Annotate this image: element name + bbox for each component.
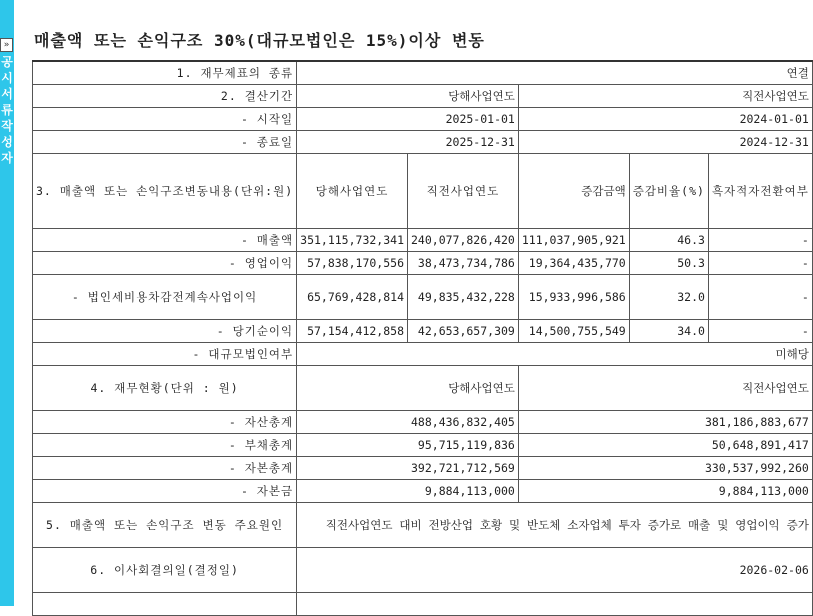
table-row xyxy=(33,131,813,154)
table-cell: 488,436,832,405 xyxy=(297,411,519,434)
left-sidebar xyxy=(0,0,14,606)
table-cell: 2025-12-31 xyxy=(297,131,519,154)
table-cell: 9,884,113,000 xyxy=(518,480,812,503)
column-header: 당해사업연도 xyxy=(297,85,519,108)
table-row xyxy=(33,229,813,252)
table-row xyxy=(33,275,813,320)
row-label: 4. 재무현황(단위 : 원) xyxy=(33,366,297,411)
row-label: - 시작일 xyxy=(33,108,297,131)
table-cell: 95,715,119,836 xyxy=(297,434,519,457)
table-cell: - xyxy=(708,229,812,252)
table-row xyxy=(33,85,813,108)
table-cell: - xyxy=(708,252,812,275)
table-cell: 14,500,755,549 xyxy=(518,320,629,343)
row-label: 5. 매출액 또는 손익구조 변동 주요원인 xyxy=(33,503,297,548)
column-header: 흑자적자전환여부 xyxy=(708,154,812,229)
row-label: - 자본금 xyxy=(33,480,297,503)
page-title: 매출액 또는 손익구조 30%(대규모법인은 15%)이상 변동 xyxy=(34,31,485,50)
row-label: - 자본총계 xyxy=(33,457,297,480)
table-row xyxy=(33,343,813,366)
row-label: - 부채총계 xyxy=(33,434,297,457)
table-cell: 330,537,992,260 xyxy=(518,457,812,480)
table-cell xyxy=(33,593,297,616)
table-row xyxy=(33,108,813,131)
row-label: - 대규모법인여부 xyxy=(33,343,297,366)
row-label: - 당기순이익 xyxy=(33,320,297,343)
row-label: - 영업이익 xyxy=(33,252,297,275)
row-label: 6. 이사회결의일(결정일) xyxy=(33,548,297,593)
column-header: 직전사업연도 xyxy=(408,154,519,229)
table-cell: - xyxy=(708,320,812,343)
table-cell: 50,648,891,417 xyxy=(518,434,812,457)
table-cell: 65,769,428,814 xyxy=(297,275,408,320)
table-row xyxy=(33,480,813,503)
row-label: 3. 매출액 또는 손익구조변동내용(단위:원) xyxy=(33,154,297,229)
table-row xyxy=(33,457,813,480)
table-cell: 2025-01-01 xyxy=(297,108,519,131)
row-label: - 매출액 xyxy=(33,229,297,252)
disclosure-table xyxy=(32,60,813,616)
table-row xyxy=(33,434,813,457)
table-cell: 57,154,412,858 xyxy=(297,320,408,343)
column-header: 직전사업연도 xyxy=(518,366,812,411)
board-resolution-date: 2026-02-06 xyxy=(297,548,813,593)
column-header: 당해사업연도 xyxy=(297,366,519,411)
row-label: - 자산총계 xyxy=(33,411,297,434)
table-row xyxy=(33,320,813,343)
sidebar-vertical-label: 공시서류작성자 xyxy=(1,55,13,165)
table-row xyxy=(33,252,813,275)
column-header: 직전사업연도 xyxy=(518,85,812,108)
table-cell: 9,884,113,000 xyxy=(297,480,519,503)
row-label: 1. 재무제표의 종류 xyxy=(33,61,297,85)
table-cell: 57,838,170,556 xyxy=(297,252,408,275)
column-header: 당해사업연도 xyxy=(297,154,408,229)
table-row xyxy=(33,61,813,85)
change-reason-text: 직전사업연도 대비 전방산업 호황 및 반도체 소자업체 투자 증가로 매출 및 영업이익 증가 xyxy=(297,503,813,548)
table-cell: 34.0 xyxy=(629,320,708,343)
row-label: 2. 결산기간 xyxy=(33,85,297,108)
table-cell: - xyxy=(708,275,812,320)
table-cell: 46.3 xyxy=(629,229,708,252)
statement-type-value: 연결 xyxy=(297,61,813,85)
table-row xyxy=(33,154,813,229)
table-cell: 111,037,905,921 xyxy=(518,229,629,252)
row-label: - 종료일 xyxy=(33,131,297,154)
table-cell: 미해당 xyxy=(297,343,813,366)
table-cell: 15,933,996,586 xyxy=(518,275,629,320)
row-label: - 법인세비용차감전계속사업이익 xyxy=(33,275,297,320)
table-row xyxy=(33,411,813,434)
expand-sidebar-button[interactable]: » xyxy=(0,38,13,52)
table-cell: 50.3 xyxy=(629,252,708,275)
table-cell: 351,115,732,341 xyxy=(297,229,408,252)
table-cell: 19,364,435,770 xyxy=(518,252,629,275)
table-cell: 2024-12-31 xyxy=(518,131,812,154)
column-header: 증감비율(%) xyxy=(629,154,708,229)
table-cell: 49,835,432,228 xyxy=(408,275,519,320)
table-cell: 2024-01-01 xyxy=(518,108,812,131)
table-cell: 38,473,734,786 xyxy=(408,252,519,275)
table-row xyxy=(33,548,813,593)
table-cell: 42,653,657,309 xyxy=(408,320,519,343)
table-cell: 32.0 xyxy=(629,275,708,320)
table-row xyxy=(33,503,813,548)
table-row xyxy=(33,593,813,616)
table-cell xyxy=(297,593,813,616)
column-header: 증감금액 xyxy=(518,154,629,229)
table-cell: 392,721,712,569 xyxy=(297,457,519,480)
table-cell: 240,077,826,420 xyxy=(408,229,519,252)
table-row xyxy=(33,366,813,411)
table-cell: 381,186,883,677 xyxy=(518,411,812,434)
